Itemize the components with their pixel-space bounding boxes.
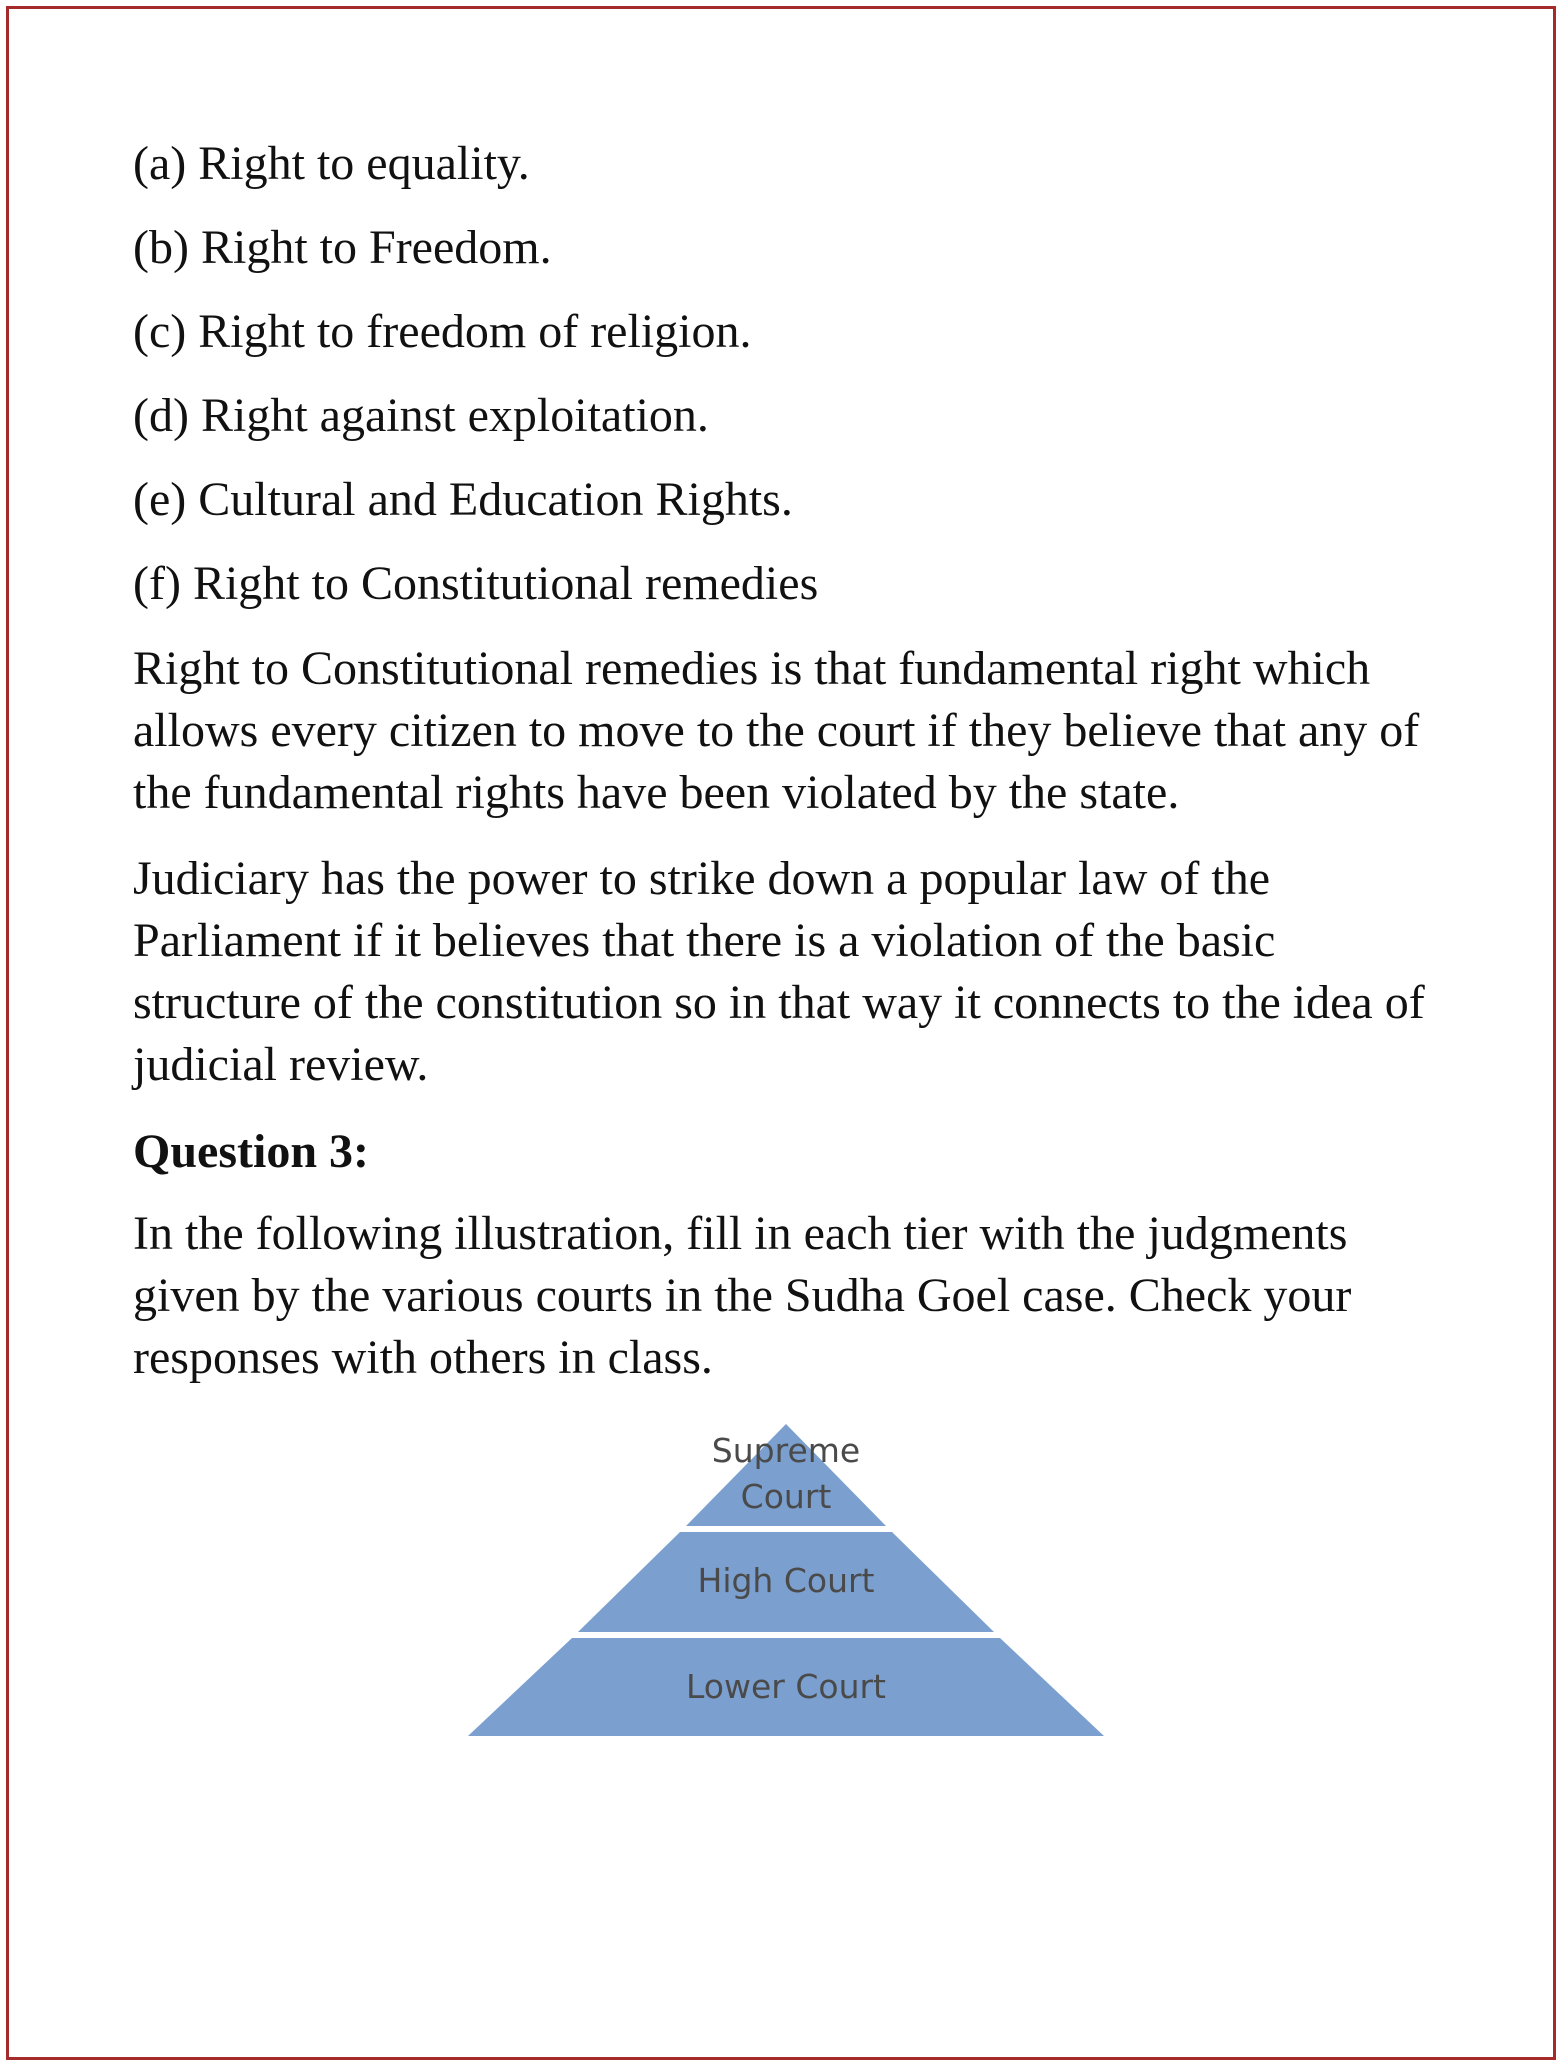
pyramid-label-supreme-line1: Supreme	[711, 1431, 861, 1470]
list-item-right-to-equality: (a) Right to equality.	[133, 137, 530, 190]
paragraph-judicial-review: Judiciary has the power to strike down a popular law of the Parliament if it believes that there is a violation of the basic structure of the constitution so in that way it connects to the idea of judicial review.	[133, 852, 1425, 1091]
list-item-right-to-freedom: (b) Right to Freedom.	[133, 221, 552, 274]
pyramid-label-supreme-line2: Court	[740, 1477, 832, 1516]
court-pyramid-diagram	[468, 1424, 1104, 1738]
question-heading: Question 3:	[133, 1125, 370, 1178]
question-text: In the following illustration, fill in each tier with the judgments given by the various courts in the Sudha Goel case. Check your responses with others in class.	[133, 1207, 1352, 1384]
pyramid-label-high-court: High Court	[697, 1561, 875, 1600]
list-item-constitutional-remedies: (f) Right to Constitutional remedies	[133, 557, 819, 610]
list-item-right-to-freedom-of-religion: (c) Right to freedom of religion.	[133, 305, 752, 358]
list-item-cultural-education-rights: (e) Cultural and Education Rights.	[133, 473, 793, 526]
pyramid-label-lower-court: Lower Court	[686, 1667, 886, 1706]
list-item-right-against-exploitation: (d) Right against exploitation.	[133, 389, 709, 442]
paragraph-constitutional-remedies: Right to Constitutional remedies is that fundamental right which allows every citizen to move to the court if they believe that any of the fundamental rights have been violated by the state.	[133, 642, 1420, 819]
